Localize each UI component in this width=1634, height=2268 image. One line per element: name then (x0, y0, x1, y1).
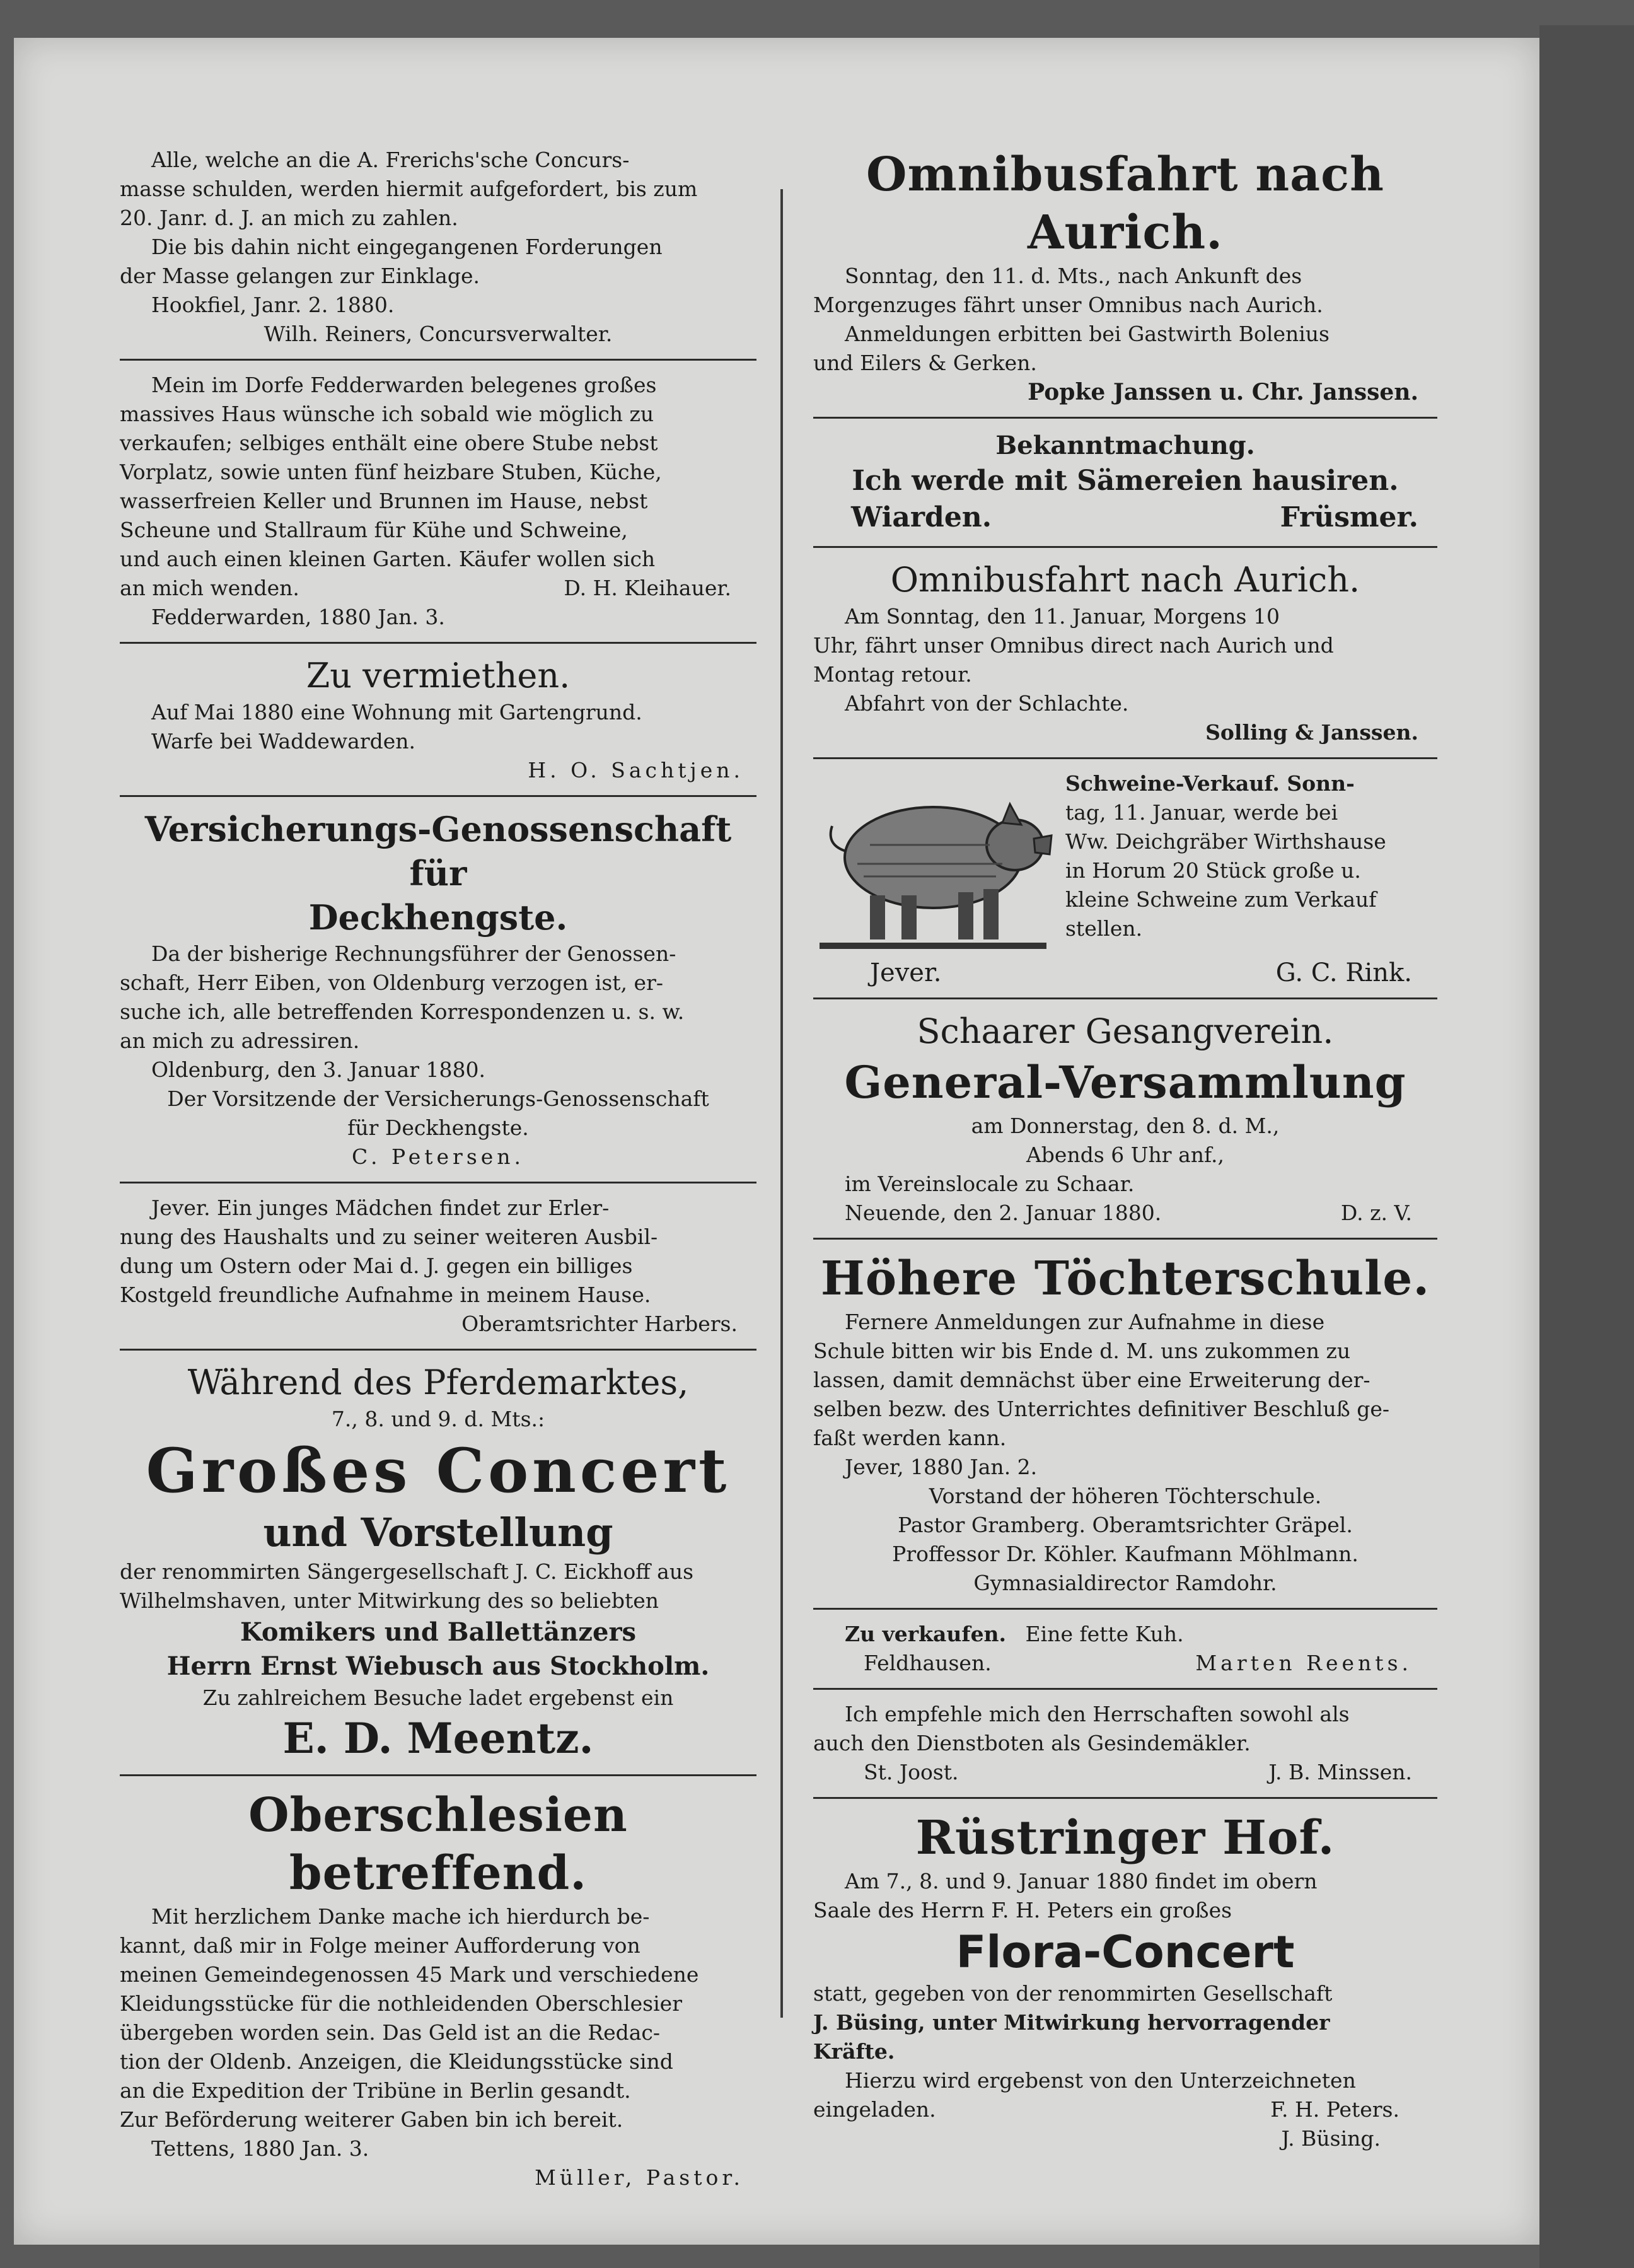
text-span: Eine fette Kuh. (1025, 1622, 1184, 1646)
signature: D. z. V. (1340, 1201, 1412, 1225)
ad-heading: Omnibusfahrt nach Aurich. (866, 148, 1384, 260)
text-line: Montag retour. (813, 662, 972, 687)
ad-heading: Versicherungs-Genossenschaft für (144, 809, 732, 893)
names-line: Proffessor Dr. Köhler. Kaufmann Möhlmann. (892, 1542, 1359, 1566)
signature: Früsmer. (1280, 501, 1418, 533)
concert-title: Flora-Concert (956, 1926, 1295, 1978)
text-line: Vorplatz, sowie unten fünf heizbare Stuben, Küche, (120, 460, 662, 484)
text-line: an mich zu adressiren. (120, 1028, 360, 1053)
text-line: masse schulden, werden hiermit aufgefordert, bis zum (120, 177, 698, 201)
separator (813, 1238, 1437, 1240)
text-line: Abfahrt von der Schlachte. (845, 691, 1129, 716)
signature-row (120, 574, 756, 603)
performer-line: Herrn Ernst Wiebusch aus Stockholm. (166, 1651, 710, 1681)
text-line: im Vereinslocale zu Schaar. (845, 1172, 1135, 1196)
text-line: übergeben worden sein. Das Geld ist an die Redac- (120, 2020, 661, 2045)
text-line: an mich wenden. (120, 576, 299, 600)
separator (813, 997, 1437, 999)
pig-illustration (813, 769, 1053, 958)
text-line: und Eilers & Gerken. (813, 351, 1037, 375)
separator (813, 546, 1437, 548)
text-line: suche ich, alle betreffenden Korrespondenzen u. s. w. (120, 999, 685, 1024)
text-line: kannt, daß mir in Folge meiner Aufforderung von (120, 1933, 640, 1958)
text-line: massives Haus wünsche ich sobald wie möglich zu (120, 402, 654, 426)
text-line: Saale des Herrn F. H. Peters ein großes (813, 1898, 1232, 1922)
text-line: Warfe bei Waddewarden. (151, 729, 416, 753)
text-line: stellen. (1065, 916, 1143, 941)
place: Jever. (870, 958, 942, 987)
text-line: 20. Janr. d. J. an mich zu zahlen. (120, 206, 458, 230)
text-line: nung des Haushalts und zu seiner weiteren Ausbil- (120, 1224, 658, 1249)
text-line: Abends 6 Uhr anf., (1026, 1143, 1225, 1167)
board-line: Vorstand der höheren Töchterschule. (929, 1484, 1322, 1508)
signature: Popke Janssen u. Chr. Janssen. (1028, 379, 1418, 405)
choir-notice (813, 1006, 1437, 1234)
text-line: wasserfreien Keller und Brunnen im Hause, nebst (120, 489, 648, 513)
signature: J. B. Minssen. (1268, 1760, 1412, 1784)
pig-sale-notice (813, 765, 1437, 994)
signature-row (813, 1649, 1437, 1678)
ad-heading: Bekanntmachung. (995, 431, 1255, 460)
date-line: 7., 8. und 9. d. Mts.: (331, 1407, 545, 1431)
pig-sale-text (1065, 769, 1437, 958)
omnibus-notice-1 (813, 142, 1437, 413)
ad-heading: Zu vermiethen. (306, 656, 571, 695)
ad-heading: Höhere Töchterschule. (820, 1252, 1430, 1306)
separator (120, 1774, 756, 1776)
signature: Marten Reents. (1195, 1651, 1412, 1675)
signature-row (813, 499, 1437, 536)
separator (120, 642, 756, 644)
separator (813, 1608, 1437, 1610)
ad-heading: Omnibusfahrt nach Aurich. (890, 560, 1360, 600)
signature: Wilh. Reiners, Concursverwalter. (264, 322, 613, 346)
place: St. Joost. (864, 1760, 959, 1784)
text-line: der renommirten Sängergesellschaft J. C. Eickhoff aus (120, 1559, 694, 1584)
text-line: Morgenzuges fährt unser Omnibus nach Aurich. (813, 293, 1323, 317)
invite-line: Hierzu wird ergebenst von den Unterzeichneten (845, 2068, 1356, 2093)
text-line: Ww. Deichgräber Wirthshause (1065, 829, 1386, 854)
text-line: Kräfte. (813, 2039, 895, 2064)
role-line: Der Vorsitzende der Versicherungs-Genossenschaft (167, 1086, 709, 1111)
housekeeping-notice (120, 1190, 756, 1345)
silesia-notice (120, 1782, 756, 2199)
ad-heading: Deckhengste. (308, 897, 568, 938)
text-line: schaft, Herr Eiben, von Oldenburg verzogen ist, er- (120, 970, 663, 995)
text-line: Uhr, fährt unser Omnibus direct nach Aurich und (813, 633, 1334, 658)
signature: H. O. Sachtjen. (528, 758, 744, 782)
text-line: kleine Schweine zum Verkauf (1065, 887, 1377, 912)
invite-line: eingeladen. (813, 2097, 936, 2122)
left-column (120, 142, 756, 2199)
text-line: an die Expedition der Tribüne in Berlin gesandt. (120, 2078, 631, 2103)
text-line: Kostgeld freundliche Aufnahme in meinem Hause. (120, 1282, 651, 1307)
text-line: Scheune und Stallraum für Kühe und Schweine, (120, 518, 628, 542)
girls-school-notice (813, 1246, 1437, 1604)
text-line: Zur Beförderung weiterer Gaben bin ich bereit. (120, 2107, 623, 2132)
text-line: Anmeldungen erbitten bei Gastwirth Bolenius (845, 322, 1330, 346)
insurance-notice (120, 803, 756, 1178)
text-line: Da der bisherige Rechnungsführer der Genossen- (151, 941, 676, 966)
text-line: verkaufen; selbiges enthält eine obere Stube nebst (120, 431, 658, 455)
text-line: Sonntag, den 11. d. Mts., nach Ankunft des (845, 264, 1302, 288)
column-divider (780, 189, 783, 2018)
text-line: Am Sonntag, den 11. Januar, Morgens 10 (845, 604, 1280, 629)
text-line: Alle, welche an die A. Frerichs'sche Concurs- (151, 148, 630, 172)
place-date: Tettens, 1880 Jan. 3. (151, 2136, 369, 2161)
concert-notice (120, 1357, 756, 1771)
signature-row (813, 1758, 1437, 1787)
text-line: Fernere Anmeldungen zur Aufnahme in diese (845, 1310, 1325, 1334)
announcement (813, 425, 1437, 542)
signature-row (813, 2095, 1437, 2124)
separator (813, 1688, 1437, 1690)
place-date: Neuende, den 2. Januar 1880. (845, 1201, 1162, 1225)
ad-heading: Rüstringer Hof. (915, 1811, 1335, 1865)
cow-sale-notice (813, 1616, 1437, 1684)
performer-line: Komikers und Ballettänzers (240, 1617, 637, 1647)
names-line: Gymnasialdirector Ramdohr. (973, 1571, 1277, 1595)
pig-sale-body (813, 769, 1437, 958)
text-line: der Masse gelangen zur Einklage. (120, 264, 480, 288)
place: Wiarden. (851, 501, 992, 533)
text-line: meinen Gemeindegenossen 45 Mark und verschiedene (120, 1962, 699, 1987)
assembly-title: General-Versammlung (844, 1056, 1406, 1108)
place-date: Hookfiel, Janr. 2. 1880. (151, 293, 395, 317)
signature: Solling & Janssen. (1205, 720, 1418, 745)
place-date: Oldenburg, den 3. Januar 1880. (151, 1057, 485, 1082)
signature: D. H. Kleihauer. (564, 576, 731, 600)
invite-line: Zu zahlreichem Besuche ladet ergebenst ein (202, 1685, 674, 1710)
signature: E. D. Meentz. (282, 1714, 594, 1763)
text-line: Schule bitten wir bis Ende d. M. uns zukommen zu (813, 1339, 1351, 1363)
ad-heading: Während des Pferdemarktes, (187, 1363, 689, 1402)
omnibus-notice-2 (813, 554, 1437, 753)
separator (813, 757, 1437, 759)
text-line: J. Büsing, unter Mitwirkung hervorragender (813, 2010, 1330, 2035)
servant-broker-notice (813, 1696, 1437, 1793)
text-line: Am 7., 8. und 9. Januar 1880 findet im obern (845, 1869, 1318, 1893)
concurs-notice (120, 142, 756, 355)
text-line: Mit herzlichem Danke mache ich hierdurch be- (151, 1904, 650, 1929)
text-line: Ich werde mit Sämereien hausiren. (852, 465, 1399, 497)
separator (813, 1797, 1437, 1799)
signature: F. H. Peters. (1270, 2097, 1399, 2122)
names-line: Pastor Gramberg. Oberamtsrichter Gräpel. (898, 1513, 1353, 1537)
text-line: faßt werden kann. (813, 1426, 1007, 1450)
signature: Oberamtsrichter Harbers. (461, 1311, 738, 1336)
role-line: für Deckhengste. (347, 1115, 529, 1140)
signature: Müller, Pastor. (535, 2165, 744, 2190)
text-line: und auch einen kleinen Garten. Käufer wollen sich (120, 547, 656, 571)
text-line: Auf Mai 1880 eine Wohnung mit Gartengrund. (151, 700, 642, 724)
house-sale-notice (120, 367, 756, 638)
separator (120, 1182, 756, 1183)
text-line: Ich empfehle mich den Herrschaften sowohl als (845, 1702, 1350, 1726)
text-line: Jever. Ein junges Mädchen findet zur Erler- (151, 1195, 610, 1220)
flora-concert-notice (813, 1805, 1437, 2160)
scan-background (1539, 25, 1634, 2268)
concert-subtitle: und Vorstellung (263, 1509, 613, 1556)
text-line: statt, gegeben von der renommirten Gesellschaft (813, 1981, 1333, 2006)
separator (120, 795, 756, 797)
signature: C. Petersen. (351, 1144, 525, 1169)
text-line: Die bis dahin nicht eingegangenen Forderungen (151, 235, 663, 259)
text-line: in Horum 20 Stück große u. (1065, 858, 1361, 883)
ad-heading: Schaarer Gesangverein. (917, 1011, 1334, 1051)
signature-row (813, 958, 1437, 987)
ad-heading: Oberschlesien betreffend. (248, 1788, 628, 1900)
text-line: lassen, damit demnächst über eine Erweiterung der- (813, 1368, 1370, 1392)
signature: G. C. Rink. (1275, 958, 1412, 987)
separator (813, 417, 1437, 419)
separator (120, 359, 756, 361)
signature-row (813, 1199, 1437, 1228)
text-line (813, 1620, 1437, 1649)
text-line: selben bezw. des Unterrichtes definitiver Beschluß ge- (813, 1397, 1390, 1421)
place: Feldhausen. (864, 1651, 992, 1675)
text-line: Mein im Dorfe Fedderwarden belegenes großes (151, 373, 657, 397)
text-line: Schweine-Verkauf. Sonn- (1065, 771, 1355, 796)
place-date: Fedderwarden, 1880 Jan. 3. (151, 605, 445, 629)
right-column (813, 142, 1437, 2160)
text-line: am Donnerstag, den 8. d. M., (971, 1114, 1280, 1138)
text-line: dung um Ostern oder Mai d. J. gegen ein billiges (120, 1253, 633, 1278)
text-line: Wilhelmshaven, unter Mitwirkung des so beliebten (120, 1588, 659, 1613)
rental-notice (120, 650, 756, 791)
lead-text: Zu verkaufen. (845, 1622, 1007, 1646)
text-line: Kleidungsstücke für die nothleidenden Oberschlesier (120, 1991, 682, 2016)
concert-title: Großes Concert (146, 1435, 731, 1506)
signature: J. Büsing. (1281, 2126, 1381, 2151)
text-line: auch den Dienstboten als Gesindemäkler. (813, 1731, 1251, 1755)
text-line: tion der Oldenb. Anzeigen, die Kleidungsstücke sind (120, 2049, 673, 2074)
separator (120, 1349, 756, 1351)
place-date: Jever, 1880 Jan. 2. (845, 1455, 1038, 1479)
text-line: tag, 11. Januar, werde bei (1065, 800, 1338, 825)
